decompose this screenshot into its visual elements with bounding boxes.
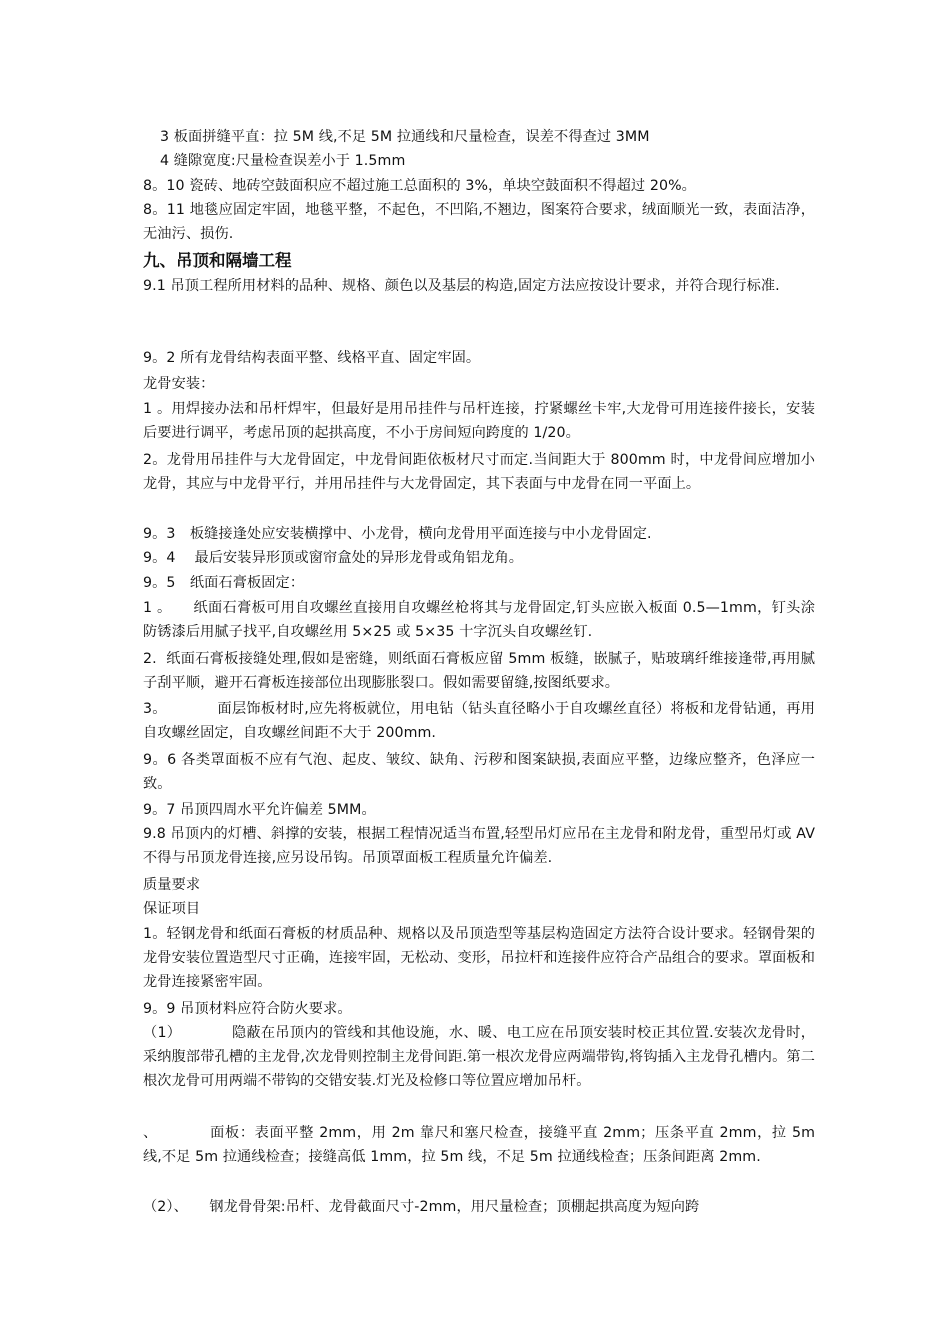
paragraph: （1） 隐蔽在吊顶内的管线和其他设施，水、暖、电工应在吊顶安装时校正其位置.安装次龙骨时，采纳腹部带孔槽的主龙骨,次龙骨则控制主龙骨间距.第一根次龙骨应两端带钩,将钩插入主龙骨孔槽内。第二根次龙骨可用两端不带钩的交错安装.灯光及检修口等位置应增加吊杆。 [143,1025,815,1089]
paragraph: 9.8 吊顶内的灯槽、斜撑的安装，根据工程情况适当布置,轻型吊灯应吊在主龙骨和附龙骨，重型吊灯或 AV 不得与吊顶龙骨连接,应另设吊钩。吊顶罩面板工程质量允许偏差. [143,826,820,866]
paragraph: 1 。 纸面石膏板可用自攻螺丝直接用自攻螺丝枪将其与龙骨固定,钉头应嵌入板面 0.5—1mm，钉头涂防锈漆后用腻子找平,自攻螺丝用 5×25 或 5×35 十字沉头自攻螺丝钉. [143,600,815,640]
paragraph: 、 面板：表面平整 2mm，用 2m 靠尺和塞尺检查，接缝平直 2mm；压条平直 2mm，拉 5m 线,不足 5m 拉通线检查；接缝高低 1mm，拉 5m 线，不足 5m 拉通线检查；压条间距离 2mm. [143,1125,820,1165]
paragraph: 3。 面层饰板材时,应先将板就位，用电钻（钻头直径略小于自攻螺丝直径）将板和龙骨钻通，再用自攻螺丝固定，自攻螺丝间距不大于 200mm. [143,701,815,741]
paragraph: 保证项目 [143,901,201,917]
section-heading: 九、吊顶和隔墙工程 [143,251,292,270]
paragraph: 质量要求 [143,877,201,893]
paragraph: 3 板面拼缝平直：拉 5M 线,不足 5M 拉通线和尺量检查，误差不得查过 3MM [160,129,650,145]
paragraph: 1。轻钢龙骨和纸面石膏板的材质品种、规格以及吊顶造型等基层构造固定方法符合设计要求。轻钢骨架的龙骨安装位置造型尺寸正确，连接牢固，无松动、变形，吊拉杆和连接件应符合产品组合的要求。罩面板和龙骨连接紧密牢固。 [143,926,815,990]
paragraph: 龙骨安装： [143,376,215,392]
paragraph: 9。2 所有龙骨结构表面平整、线格平直、固定牢固。 [143,350,481,366]
paragraph: 2. 纸面石膏板接缝处理,假如是密缝，则纸面石膏板应留 5mm 板缝，嵌腻子，贴玻璃纤维接逢带,再用腻子刮平顺，避开石膏板连接部位出现膨胀裂口。假如需要留缝,按图纸要求。 [143,651,815,691]
paragraph: （2）、 钢龙骨骨架:吊杆、龙骨截面尺寸-2mm，用尺量检查；顶棚起拱高度为短向跨 [143,1199,700,1215]
paragraph: 9。4 最后安装异形顶或窗帘盒处的异形龙骨或角铝龙角。 [143,550,524,566]
paragraph: 4 缝隙宽度:尺量检查误差小于 1.5mm [160,153,406,169]
paragraph: 1 。用焊接办法和吊杆焊牢，但最好是用吊挂件与吊杆连接，拧紧螺丝卡牢,大龙骨可用连接件接长，安装后要进行调平，考虑吊顶的起拱高度，不小于房间短向跨度的 1/20。 [143,401,815,441]
paragraph: 9。3 板缝接逢处应安装横撑中、小龙骨，横向龙骨用平面连接与中小龙骨固定. [143,526,652,542]
paragraph: 9。9 吊顶材料应符合防火要求。 [143,1001,352,1017]
paragraph: 2。龙骨用吊挂件与大龙骨固定，中龙骨间距依板材尺寸而定.当间距大于 800mm 时，中龙骨间应增加小龙骨，其应与中龙骨平行，并用吊挂件与大龙骨固定，其下表面与中龙骨在同一平面上。 [143,452,815,492]
paragraph: 9.1 吊顶工程所用材料的品种、规格、颜色以及基层的构造,固定方法应按设计要求，并符合现行标准. [143,278,780,294]
paragraph: 8。10 瓷砖、地砖空鼓面积应不超过施工总面积的 3%，单块空鼓面积不得超过 20%。 [143,178,696,194]
paragraph: 9。6 各类罩面板不应有气泡、起皮、皱纹、缺角、污秽和图案缺损,表面应平整，边缘应整齐，色泽应一致。 [143,752,815,792]
paragraph: 9。5 纸面石膏板固定： [143,575,305,591]
paragraph: 9。7 吊顶四周水平允许偏差 5MM。 [143,802,376,818]
paragraph: 8。11 地毯应固定牢固，地毯平整，不起色，不凹陷,不翘边，图案符合要求，绒面顺光一致，表面洁净，无油污、损伤. [143,202,815,242]
